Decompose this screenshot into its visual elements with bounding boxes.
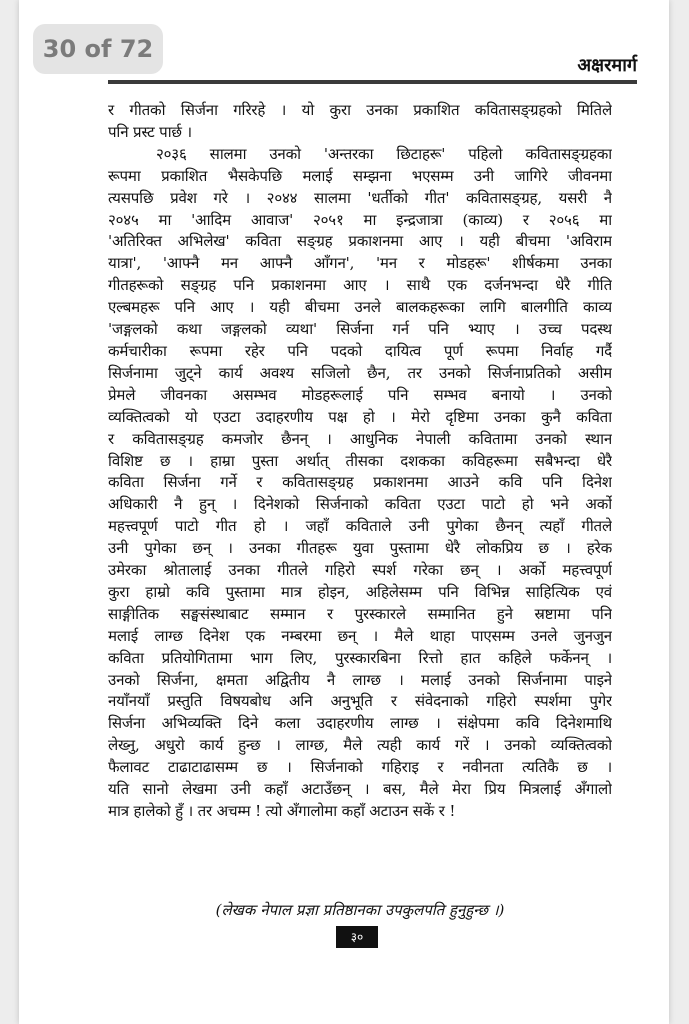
text-line: मलाई लाग्छ दिनेश एक नम्बरमा छन् । मैले थाहा पाएसम्म उनले जुनजुन bbox=[108, 626, 612, 645]
text-line: यात्रा', 'आफ्नै मन आफ्नै आँगन', 'मन र मोडहरू' शीर्षकमा उनका bbox=[108, 254, 612, 273]
text-line: फैलावट टाढाटाढासम्म छ । सिर्जनाको गहिराइ र नवीनता त्यतिकै छ । bbox=[108, 758, 612, 777]
text-line: सिर्जना अभिव्यक्ति दिने कला उदाहरणीय लाग्छ । संक्षेपमा कवि दिनेशमाथि bbox=[108, 714, 612, 733]
text-line: उनको सिर्जना, क्षमता अद्वितीय नै लाग्छ । मलाई उनको सिर्जनामा पाइने bbox=[108, 670, 612, 689]
text-line: उमेरका श्रोतालाई उनका गीतले गहिरो स्पर्श गरेका छन् । अर्को महत्त्वपूर्ण bbox=[108, 561, 612, 580]
text-line: उनी पुगेका छन् । उनका गीतहरू युवा पुस्तामा धेरै लोकप्रिय छ । हरेक bbox=[108, 539, 612, 558]
text-line: सिर्जनामा जुट्ने कार्य अवश्य सजिलो छैन, तर उनको सिर्जनाप्रतिको असीम bbox=[108, 363, 612, 382]
text-line: एल्बमहरू पनि आए । यही बीचमा उनले बालकहरूका लागि बालगीति काव्य bbox=[108, 298, 612, 317]
text-line: गीतहरूको सङ्ग्रह पनि प्रकाशनमा आए । साथै एक दर्जनभन्दा धेरै गीति bbox=[108, 276, 612, 295]
text-line: 'अतिरिक्त अभिलेख' कविता सङ्ग्रह प्रकाशनमा आए । यही बीचमा 'अविराम bbox=[108, 232, 612, 251]
text-line: अधिकारी नै हुन् । दिनेशको सिर्जनाको कविता एउटा पाटो हो भने अर्को bbox=[108, 495, 612, 514]
text-line: कविता प्रतियोगितामा भाग लिए, पुरस्कारबिना रित्तो हात कहिले फर्केनन् । bbox=[108, 648, 612, 667]
page-number: ३० bbox=[336, 926, 378, 948]
text-line: र कवितासङ्ग्रह कमजोर छैनन् । आधुनिक नेपाली कवितामा उनको स्थान bbox=[108, 429, 612, 448]
text-line: रूपमा प्रकाशित भैसकेपछि मलाई सम्झना भएसम्म उनी जागिरे जीवनमा bbox=[108, 166, 612, 185]
text-line: यति सानो लेखमा उनी कहाँ अटाउँछन् । बस, मैले मेरा प्रिय मित्रलाई अँगालो bbox=[108, 780, 612, 799]
text-line: साङ्गीतिक सङ्घसंस्थाबाट सम्मान र पुरस्कारले सम्मानित हुने स्रष्टामा पनि bbox=[108, 604, 612, 623]
page-indicator: 30 of 72 bbox=[33, 24, 163, 74]
text-line: 'जङ्गलको कथा जङ्गलको व्यथा' सिर्जना गर्न पनि भ्याए । उच्च पदस्थ bbox=[108, 320, 612, 339]
text-line: विशिष्ट छ । हाम्रा पुस्ता अर्थात् तीसका दशकका कविहरूमा सबैभन्दा धेरै bbox=[108, 451, 612, 470]
header-rule bbox=[108, 80, 637, 84]
text-line: नयाँनयाँ प्रस्तुति विषयबोध अनि अनुभूति र संवेदनाको गहिरो स्पर्शमा पुगेर bbox=[108, 692, 612, 711]
text-line: र गीतको सिर्जना गरिरहे । यो कुरा उनका प्रकाशित कवितासङ्ग्रहको मितिले bbox=[108, 101, 612, 119]
journal-name: अक्षरमार्ग bbox=[577, 55, 637, 76]
text-line: लेख्नु, अधुरो कार्य हुन्छ । लाग्छ, मैले त्यही कार्य गरें । उनको व्यक्तित्वको bbox=[108, 736, 612, 755]
text-line: कविता सिर्जना गर्ने र कवितासङ्ग्रह प्रकाशनमा आउने कवि पनि दिनेश bbox=[108, 473, 612, 492]
author-footnote: (लेखक नेपाल प्रज्ञा प्रतिष्ठानका उपकुलपति हुनुहुन्छ ।) bbox=[215, 901, 505, 919]
text-line: कर्मचारीका रूपमा रहेर पनि पदको दायित्व पूर्ण रूपमा निर्वाह गर्दै bbox=[108, 341, 612, 360]
text-line: कुरा हाम्रो कवि पुस्तामा मात्र होइन, अहिलेसम्म पनि विभिन्न साहित्यिक एवं bbox=[108, 582, 612, 601]
text-line: पनि प्रस्ट पार्छ । bbox=[108, 122, 192, 141]
text-line: व्यक्तित्वको यो एउटा उदाहरणीय पक्ष हो । मेरो दृष्टिमा उनका कुनै कविता bbox=[108, 407, 612, 426]
text-line: प्रेमले जीवनका असम्भव मोडहरूलाई पनि सम्भव बनायो । उनको bbox=[108, 385, 612, 404]
text-line: मात्र हालेको हुँ । तर अचम्म ! त्यो अँगालोमा कहाँ अटाउन सकें र ! bbox=[108, 802, 456, 820]
article-body bbox=[108, 100, 612, 823]
text-line: त्यसपछि प्रवेश गरे । २०४४ सालमा 'धर्तीको गीत' कवितासङ्ग्रह, यसरी नै bbox=[108, 188, 612, 207]
text-line: २०३६ सालमा उनको 'अन्तरका छिटाहरू' पहिलो कवितासङ्ग्रहका bbox=[156, 144, 612, 163]
text-line: २०४५ मा 'आदिम आवाज' २०५१ मा इन्द्रजात्रा (काव्य) र २०५६ मा bbox=[108, 210, 612, 229]
text-line: महत्त्वपूर्ण पाटो गीत हो । जहाँ कविताले उनी पुगेका छैनन् त्यहाँ गीतले bbox=[108, 517, 612, 536]
